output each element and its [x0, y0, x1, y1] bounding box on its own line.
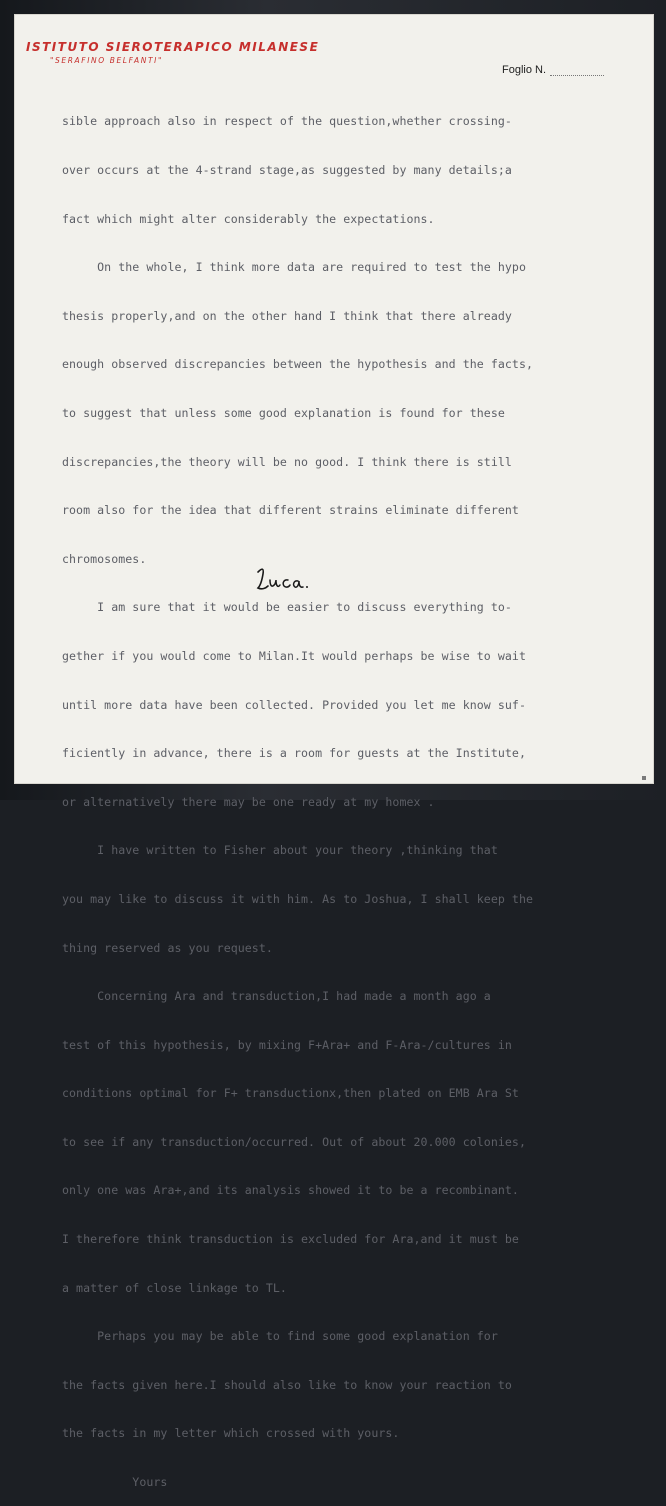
body-line: until more data have been collected. Provided you let me know suf- [62, 697, 526, 712]
body-line: over occurs at the 4-strand stage,as suggested by many details;a [62, 163, 512, 177]
sheet-number-field [502, 64, 604, 76]
body-line: discrepancies,the theory will be no good. I think there is still [62, 454, 512, 469]
body-line: sible approach also in respect of the question,whether crossing- [62, 114, 512, 129]
body-line: gether if you would come to Milan.It would perhaps be wise to wait [62, 648, 526, 663]
body-line: the facts given here.I should also like to know your reaction to [62, 1377, 512, 1392]
institute-subtitle: "SERAFINO BELFANTI" [50, 56, 164, 65]
body-line: fact which might alter considerably the expectations. [62, 211, 435, 226]
letter-body [62, 81, 640, 1506]
institute-name: ISTITUTO SIEROTERAPICO MILANESE [26, 39, 320, 55]
body-line: I therefore think transduction is excluded for Ara,and it must be [62, 1232, 519, 1247]
sheet-number-blank [550, 67, 604, 76]
body-line: or alternatively there may be one ready at my homex . [62, 794, 435, 809]
closing-yours: Yours [62, 1475, 168, 1490]
body-line: I am sure that it would be easier to discuss everything to- [62, 600, 512, 615]
body-line: to see if any transduction/occurred. Out of about 20.000 colonies, [62, 1134, 526, 1149]
body-line: enough observed discrepancies between the hypothesis and the facts, [62, 357, 534, 372]
page-corner-mark [642, 776, 646, 780]
handwritten-signature [254, 566, 314, 594]
body-line: On the whole, I think more data are required to test the hypo [62, 260, 526, 275]
body-line: test of this hypothesis, by mixing F+Ara+ and F-Ara-/cultures in [62, 1037, 512, 1052]
body-line: Perhaps you may be able to find some good explanation for [62, 1329, 498, 1344]
sheet-number-label: Foglio N. [502, 64, 547, 76]
body-line: Concerning Ara and transduction,I had made a month ago a [62, 989, 491, 1004]
body-line: thing reserved as you request. [62, 940, 273, 955]
body-line: the facts in my letter which crossed with yours. [62, 1426, 400, 1441]
body-line: only one was Ara+,and its analysis showed it to be a recombinant. [62, 1183, 519, 1198]
body-line: to suggest that unless some good explanation is found for these [62, 405, 505, 420]
body-line: I have written to Fisher about your theory ,thinking that [62, 843, 498, 858]
body-line: you may like to discuss it with him. As to Joshua, I shall keep the [62, 891, 534, 906]
body-line: chromosomes. [62, 551, 147, 566]
body-line: a matter of close linkage to TL. [62, 1280, 287, 1295]
body-line: conditions optimal for F+ transductionx,then plated on EMB Ara St [62, 1086, 519, 1101]
body-line: ficiently in advance, there is a room for guests at the Institute, [62, 746, 526, 761]
body-line: room also for the idea that different strains eliminate different [62, 503, 519, 518]
body-line: thesis properly,and on the other hand I think that there already [62, 308, 512, 323]
letterhead [26, 40, 319, 65]
